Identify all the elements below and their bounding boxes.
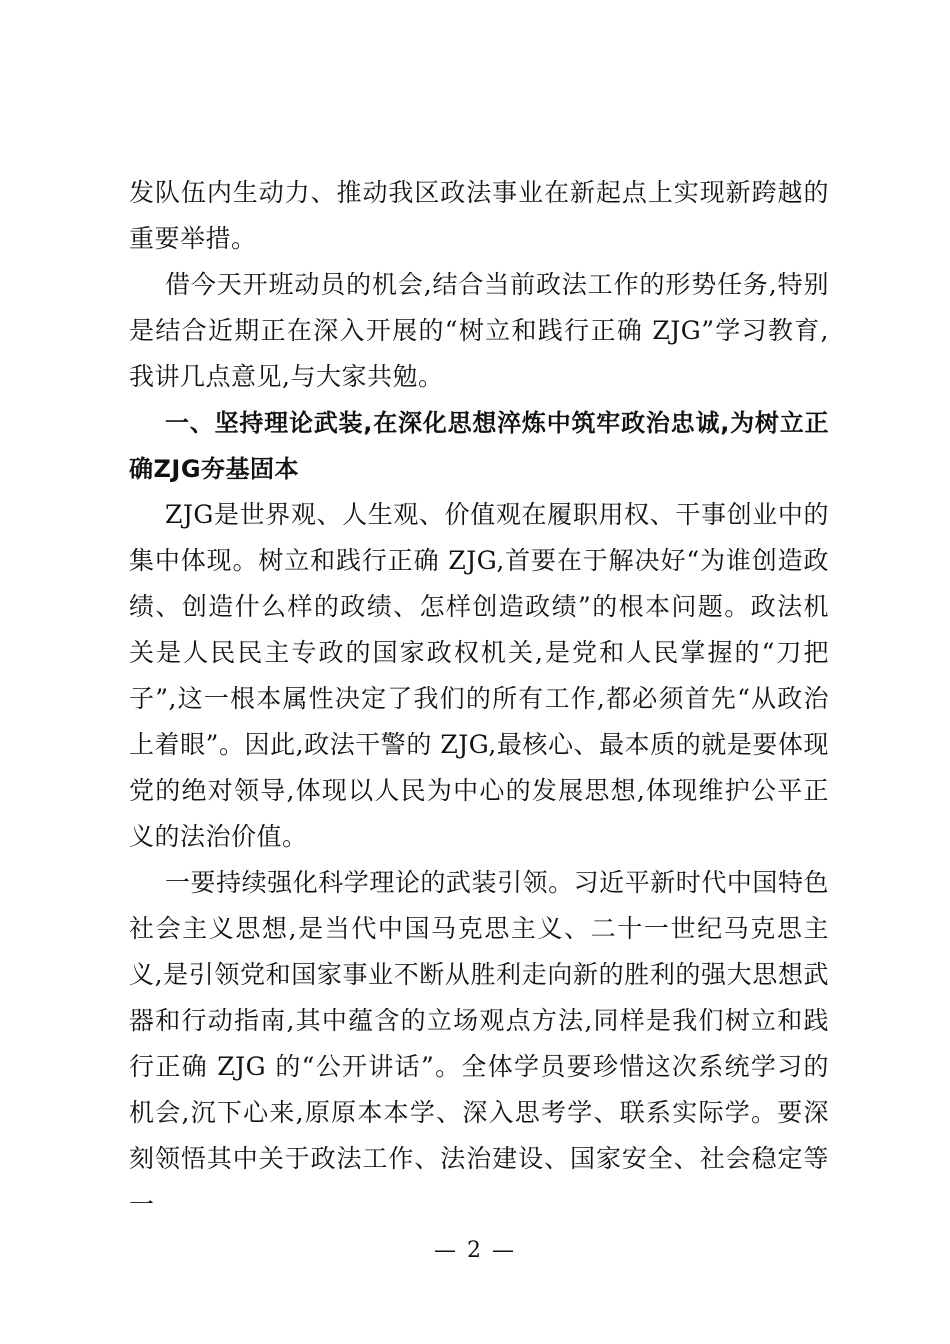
paragraph-opening-remarks: 借今天开班动员的机会,结合当前政法工作的形势任务,特别是结合近期正在深入开展的“树立和践行正确 ZJG”学习教育,我讲几点意见,与大家共勉。 (129, 270, 829, 391)
document-body (129, 170, 829, 1228)
paragraph-continuation: 发队伍内生动力、推动我区政法事业在新起点上实现新跨越的重要举措。 (129, 178, 829, 253)
page-number: — 2 — (434, 1238, 516, 1263)
paragraph-zjg-definition: ZJG是世界观、人生观、价值观在履职用权、干事创业中的集中体现。树立和践行正确 ZJG,首要在于解决好“为谁创造政绩、创造什么样的政绩、怎样创造政绩”的根本问题。政法机关是人民民主专政的国家政权机关,是党和人民掌握的“刀把子”,这一根本属性决定了我们的所有工作,都必须首先“从政治上着眼”。因此,政法干警的 ZJG,最核心、最本质的就是要体现党的绝对领导,体现以人民为中心的发展思想,体现维护公平正义的法治价值。 (129, 500, 829, 851)
paragraph-theory-guidance: 一要持续强化科学理论的武装引领。习近平新时代中国特色社会主义思想,是当代中国马克思主义、二十一世纪马克思主义,是引领党和国家事业不断从胜利走向新的胜利的强大思想武器和行动指南,其中蕴含的立场观点方法,同样是我们树立和践行正确 ZJG 的“公开讲话”。全体学员要珍惜这次系统学习的机会,沉下心来,原原本本学、深入思考学、联系实际学。要深刻领悟其中关于政法工作、法治建设、国家安全、社会稳定等一 (129, 868, 829, 1219)
section-heading-1: 一、坚持理论武装,在深化思想淬炼中筑牢政治忠诚,为树立正确ZJG夯基固本 (129, 409, 829, 483)
